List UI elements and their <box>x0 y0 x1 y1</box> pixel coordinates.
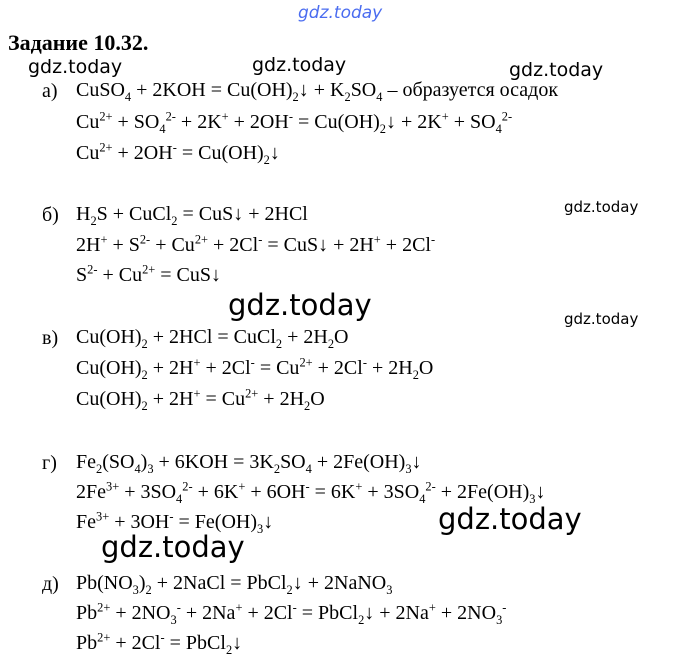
watermark: gdz.today <box>101 530 245 564</box>
equation-molecular: $Pb(NO_3)_2$ + 2NaCl = PbCl$_2$↓ + 2NaNO$_3$ <box>76 572 393 597</box>
equation-full-ionic: $2H^+ + S^{2-} + Cu^{2+} + 2Cl^-$ = CuS↓ + 2H+ + 2Cl- <box>76 232 436 256</box>
section-label-b: б) <box>42 204 59 226</box>
watermark: gdz.today <box>564 310 639 328</box>
watermark: gdz.today <box>228 288 372 322</box>
equation-short-ionic: $Cu^{2+} + 2OH^-$ = $Cu(OH)_2↓$ <box>76 140 280 167</box>
watermark: gdz.today <box>564 198 639 216</box>
equation-molecular: CuSO$_4$ + $2KOH = Cu(OH)_2↓ + K_2SO_4$ – образуется осадок <box>76 79 559 104</box>
equation-short-ionic: $Pb^{2+} + 2Cl^-$ = PbCl$_2$↓ <box>76 630 243 657</box>
section-label-v: в) <box>42 327 59 349</box>
section-label-a: а) <box>42 80 58 102</box>
equation-molecular: $H_2S$ + CuCl$_2$ = CuS↓ + 2HCl <box>76 203 308 228</box>
equation-molecular: $Fe_2(SO_4)_3 + 6KOH = 3K_2SO_4$ + $2Fe(OH)_3↓$ <box>76 451 422 476</box>
watermark: gdz.today <box>252 54 347 76</box>
equation-short-ionic: $Cu(OH)_2 + 2H^+ = Cu^{2+} + 2H_2O$ <box>76 386 325 413</box>
equation-short-ionic: $S^{2-} + Cu^{2+}$ = CuS↓ <box>76 262 222 286</box>
watermark: gdz.today <box>28 56 123 78</box>
equation-molecular: $Cu(OH)_2 + 2HCl$ = CuCl$_2$ + $2H_2O$ <box>76 326 349 351</box>
equation-full-ionic: $Cu(OH)_2 + 2H^+ + 2Cl^- = Cu^{2+} + 2Cl^- + 2H_2O$ <box>76 355 434 382</box>
task-title: Задание 10.32. <box>8 30 149 55</box>
equation-full-ionic: $2Fe^{3+} + 3SO_4^{2-} + 6K^+ + 6OH^- = 6K^+ + 3SO_4^{2-}$ + $2Fe(OH)_3↓$ <box>76 479 546 506</box>
equation-full-ionic: $Cu^{2+} + SO_4^{2-} + 2K^+ + 2OH^-$ = $Cu(OH)_2↓ + 2K^+ + SO_4^{2-}$ <box>76 109 513 136</box>
section-label-d: д) <box>42 573 59 595</box>
section-label-g: г) <box>42 452 57 474</box>
watermark: gdz.today <box>438 502 582 536</box>
equation-short-ionic: $Fe^{3+} + 3OH^-$ = $Fe(OH)_3↓$ <box>76 509 274 536</box>
watermark-top: gdz.today <box>298 3 383 23</box>
equation-full-ionic: $Pb^{2+} + 2NO_3^- + 2Na^+ + 2Cl^-$ = PbCl$_2$↓ + $2Na^+ + 2NO_3^-$ <box>76 600 507 627</box>
watermark: gdz.today <box>509 59 604 81</box>
